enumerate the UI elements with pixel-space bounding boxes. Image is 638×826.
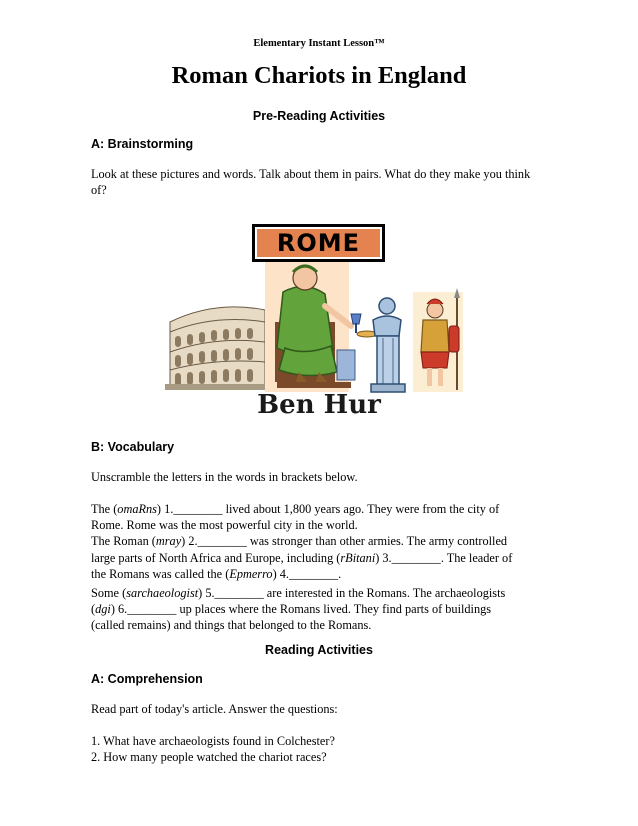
- scrambled-word: omaRns: [117, 502, 157, 516]
- colosseum-image: [165, 307, 269, 390]
- scrambled-word: sarchaeologist: [126, 586, 199, 600]
- roman-soldier-figure: [413, 288, 463, 392]
- comprehension-heading: A: Comprehension: [91, 672, 203, 686]
- text-line: Some (sarchaeologist) 5.________ are interested in the Romans. The archaeologists: [91, 586, 506, 600]
- statue-bust: [371, 298, 405, 392]
- scrambled-word: mray: [155, 534, 182, 549]
- reading-activities-heading: Reading Activities: [265, 643, 373, 657]
- text-line: The (omaRns) 1.________ lived about 1,800 years ago. They were from the city of: [91, 502, 500, 516]
- text-line: (called remains) and things that belonged to the Romans.: [91, 618, 372, 633]
- ben-hur-caption: Ben Hur: [257, 390, 381, 420]
- roman-emperor-figure: [265, 262, 377, 392]
- brainstorming-heading: A: Brainstorming: [91, 137, 194, 151]
- text-line: Rome. Rome was the most powerful city in the world.: [91, 518, 358, 533]
- comprehension-instruction: Read part of today's article. Answer the questions:: [91, 702, 338, 716]
- question-1: 1. What have archaeologists found in Colchester?: [91, 734, 335, 748]
- text-line: The Roman (mray) 2.________ was stronger than other armies. The army controlled: [91, 534, 508, 549]
- pre-reading-heading: Pre-Reading Activities: [252, 109, 386, 123]
- vocabulary-instruction: Unscramble the letters in the words in brackets below.: [91, 470, 358, 484]
- scrambled-word: Epmerro: [229, 566, 273, 581]
- text-line: large parts of North Africa and Europe, including (rBitani) 3.________. The leader of: [91, 550, 513, 565]
- rome-sign-text: ROME: [257, 229, 380, 257]
- brainstorming-line: of?: [91, 183, 107, 198]
- brainstorming-instructions: [91, 166, 551, 198]
- text-line: (dgi) 6.________ up places where the Romans lived. They find parts of buildings: [91, 602, 492, 617]
- vocabulary-paragraph-1: [91, 501, 561, 582]
- comprehension-questions: [91, 733, 551, 765]
- series-label: Elementary Instant Lesson™: [253, 38, 385, 49]
- question-2: 2. How many people watched the chariot races?: [91, 750, 327, 765]
- text-line: the Romans was called the (Epmerro) 4.________.: [91, 566, 342, 581]
- rome-sign: [252, 224, 385, 262]
- vocabulary-paragraph-2: [91, 585, 561, 634]
- vocabulary-heading: B: Vocabulary: [91, 440, 175, 454]
- brainstorming-line: Look at these pictures and words. Talk about them in pairs. What do they make you think: [91, 167, 531, 181]
- scrambled-word: rBitani: [340, 550, 376, 565]
- scrambled-word: dgi: [95, 602, 111, 617]
- page-title: Roman Chariots in England: [171, 62, 467, 89]
